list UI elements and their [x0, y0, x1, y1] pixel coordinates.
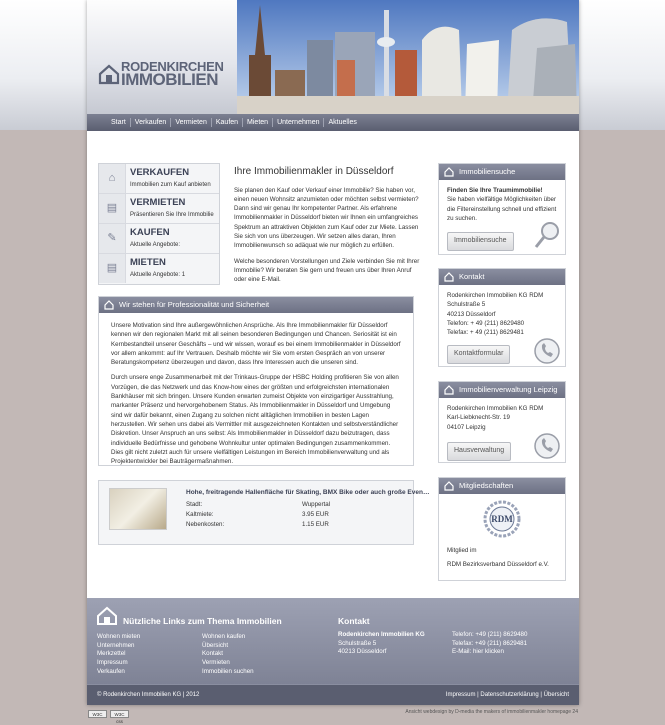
- pen-icon: ✎: [99, 224, 126, 253]
- w3c-css-badge[interactable]: W3C css: [110, 710, 129, 718]
- offer-image[interactable]: [109, 488, 167, 530]
- footer-link[interactable]: Wohnen mieten: [97, 633, 141, 640]
- logo-house-icon: [99, 64, 119, 84]
- footer-link[interactable]: Unternehmen: [97, 641, 135, 649]
- house-icon: [444, 272, 454, 282]
- logo[interactable]: [99, 58, 239, 88]
- logo-text-line1: RODENKIRCHEN: [121, 59, 224, 74]
- document-icon: ▤: [99, 194, 126, 223]
- footer-contact-line: Telefon: +49 (211) 8629480: [452, 631, 528, 638]
- footer-contact-line: Rodenkirchen Immobilien KG: [338, 631, 425, 638]
- contact-line: Telefon: + 49 (211) 8629480: [447, 319, 525, 327]
- contact-line: 40213 Düsseldorf: [447, 310, 496, 318]
- footer-link[interactable]: Impressum: [97, 659, 128, 667]
- house-icon: [444, 385, 454, 395]
- nav-item-kaufen[interactable]: Kaufen: [212, 118, 243, 127]
- footer-contact-line: Telefax: +49 (211) 8629481: [452, 639, 528, 647]
- search-panel: [438, 163, 566, 255]
- footer-contact-title: Kontakt: [338, 616, 370, 626]
- contact-form-button[interactable]: Kontaktformular: [447, 345, 510, 364]
- membership-line: Mitglied im: [447, 547, 477, 554]
- w3c-valid-badge[interactable]: W3C: [88, 710, 107, 718]
- intro-section: [234, 165, 424, 290]
- offer-value: 3.95 EUR: [302, 511, 329, 518]
- footer: [87, 598, 579, 705]
- panel-title: Mitgliedschaften: [459, 481, 514, 490]
- service-title: VERMIETEN: [130, 197, 186, 208]
- search-button[interactable]: Immobiliensuche: [447, 232, 514, 251]
- footer-bottom-bar: [87, 684, 579, 705]
- service-title: VERKAUFEN: [130, 167, 190, 178]
- house-icon: [97, 607, 117, 625]
- intro-paragraph-1: Sie planen den Kauf oder Verkauf einer Immobilie? Sie haben vor, einen neuen Wohnsitz anzumieten oder möchten selbst vermieten? Dann sind wir genau Ihr kompetenter Partner. Als erfahrene Immobilienmakler in Düsseldorf bieten wir Ihnen ein umfangreiches Spektrum an attraktiven Objekten zum Kauf oder zur Miete. Lassen Sie sich von uns überzeugen. Wir setzen alles daran, Ihren Immobilienwunsch so adäquat wie nur möglich zu erfüllen.: [234, 186, 419, 250]
- service-subtitle: Immobilien zum Kauf anbieten: [130, 182, 211, 188]
- contact-line: Schulstraße 5: [447, 301, 486, 309]
- footer-link[interactable]: Verkaufen: [97, 667, 125, 675]
- service-subtitle: Aktuelle Angebote: 1: [130, 272, 186, 278]
- contact-panel: [438, 268, 566, 367]
- footer-link[interactable]: Immobilien suchen: [202, 667, 254, 675]
- footer-links-col2: [202, 633, 254, 676]
- rdm-logo-text: RDM: [491, 514, 513, 524]
- document-icon: ▤: [99, 254, 126, 283]
- search-text: Sie haben vielfältige Möglichkeiten über die Filtereinstellung schnell und effizient zu suchen.: [447, 196, 557, 222]
- professional-paragraph-1: Unsere Motivation sind Ihre außergewöhnlichen Ansprüche. Als Ihre Immobilienmakler für Düsseldorf kennen wir den regionalen Markt mit all seinen besonderen Bedingungen und Chancen. Seriosität ist ein Kernbestandteil unserer Geschäfts – und wir wissen, worauf es bei einem Immobilienmakler in Düsseldorf vor allem ankommt: auf Ihr Vertrauen. Deshalb möchte wir Sie vom ersten Gespräch an von unserer Beratungskompetenz überzeugen und davon, dass Ihre Interessen auch die unseren sind.: [111, 322, 401, 367]
- house-icon: [104, 300, 114, 310]
- intro-paragraph-2: Welche besonderen Vorstellungen und Ziele verbinden Sie mit Ihrer Immobilie? Wir beraten Sie gern und freuen uns über Ihren Anruf oder eine E-Mail.: [234, 257, 420, 284]
- footer-links-title: Nützliche Links zum Thema Immobilien: [123, 616, 282, 626]
- copyright-text: © Rodenkirchen Immobilien KG | 2012: [97, 692, 200, 698]
- panel-title: Kontakt: [459, 272, 485, 281]
- service-title: MIETEN: [130, 257, 166, 268]
- search-heading: Finden Sie Ihre Traumimmobilie!: [447, 187, 543, 194]
- property-management-button[interactable]: Hausverwaltung: [447, 442, 511, 461]
- logo-text-line2: IMMOBILIEN: [121, 70, 218, 89]
- main-nav: [87, 114, 579, 131]
- membership-line: RDM Bezirksverband Düsseldorf e.V.: [447, 561, 549, 568]
- magnifier-icon: [533, 220, 561, 250]
- service-subtitle: Aktuelle Angebote:: [130, 242, 181, 248]
- leipzig-panel: [438, 381, 566, 463]
- legal-links[interactable]: Impressum | Datenschutzerklärung | Übersicht: [445, 692, 569, 698]
- phone-icon: [533, 337, 561, 365]
- panel-title: Wir stehen für Professionalität und Sicherheit: [119, 300, 270, 309]
- footer-link[interactable]: Wohnen kaufen: [202, 633, 246, 640]
- panel-header: [439, 164, 565, 180]
- footer-contact-line: 40213 Düsseldorf: [338, 648, 387, 656]
- nav-item-vermieten[interactable]: Vermieten: [171, 118, 212, 127]
- nav-item-verkaufen[interactable]: Verkaufen: [131, 118, 172, 127]
- panel-header: [439, 382, 565, 398]
- service-mieten[interactable]: [99, 254, 219, 284]
- professional-panel: [98, 296, 414, 466]
- panel-header: [99, 297, 413, 313]
- footer-link[interactable]: Vermieten: [202, 659, 230, 667]
- nav-item-unternehmen[interactable]: Unternehmen: [273, 118, 324, 127]
- panel-header: [439, 269, 565, 285]
- service-subtitle: Präsentieren Sie Ihre Immobilie: [130, 212, 214, 218]
- offer-label: Kaltmiete:: [186, 511, 214, 518]
- credit-text[interactable]: Ansicht webdesign by D-media the makers of immobilienmakler homepage 24: [405, 709, 578, 715]
- leipzig-line: Karl-Liebknecht-Str. 19: [447, 414, 510, 422]
- panel-title: Immobiliensuche: [459, 167, 516, 176]
- header: [87, 0, 579, 126]
- offer-value: 1.15 EUR: [302, 521, 329, 528]
- footer-contact-line: Schulstraße 5: [338, 639, 377, 647]
- service-title: KAUFEN: [130, 227, 170, 238]
- nav-item-aktuelles[interactable]: Aktuelles: [328, 119, 357, 126]
- contact-line: Telefax: + 49 (211) 8629481: [447, 329, 524, 337]
- house-icon: [444, 481, 454, 491]
- header-skyline-image: [237, 0, 579, 114]
- services-box: [98, 163, 220, 285]
- service-kaufen[interactable]: [99, 224, 219, 254]
- offer-value: Wuppertal: [302, 501, 331, 508]
- offer-card[interactable]: [98, 480, 430, 545]
- footer-link[interactable]: Merkzettel: [97, 650, 126, 658]
- leipzig-line: 04107 Leipzig: [447, 423, 486, 431]
- offer-title[interactable]: Hohe, freitragende Hallenfläche für Skating, BMX Bike oder auch große Even…: [186, 489, 430, 496]
- page-container: [87, 0, 579, 705]
- footer-contact-col2: [452, 631, 527, 657]
- footer-email-link[interactable]: E-Mail: hier klicken: [452, 648, 504, 656]
- professional-paragraph-2: Durch unsere enge Zusammenarbeit mit der Trinkaus-Gruppe der HSBC Holding profitieren Sie von allen Vorzügen, die das Netzwerk und das Know-how eines der größten und erfolgreichsten internationalen Bankhäuser mit sich bringen. Unsere Kunden erwarten zumeist Objekte von einzigartiger Ausstrahlung, markanter Präsenz und hervorgehobenem Status. Als Immobilienmakler in Düsseldorf und Umgebung sind wir dafür bekannt, einen Zugang zu solchen nicht alltäglichen Immobilien in besten Lagen herzustellen. Wir sehen uns dabei als Vermittler mit ausgezeichneten Kontakten und selbstverständlicher Diskretion. Unser Anspruch an uns selbst: Als Immobilienmakler in Düsseldorf dazu beizutragen, dass individuelle Bedürfnisse und gehobene Wohnkultur unter optimalen Bedingungen zusammenkommen. Dies gilt nicht zuletzt auch für unsere vielfältigen Leistungen im Bereich Immobilienverwaltung und als Projektentwickler bei Bauträgermaßnahmen.: [111, 374, 399, 466]
- footer-link[interactable]: Kontakt: [202, 650, 223, 658]
- footer-links-col1: [97, 633, 140, 676]
- panel-title: Immobilienverwaltung Leipzig: [459, 385, 558, 394]
- contact-line: Rodenkirchen Immobilien KG RDM: [447, 292, 544, 299]
- leipzig-line: Rodenkirchen Immobilien KG RDM: [447, 405, 544, 412]
- house-icon: [444, 167, 454, 177]
- footer-link[interactable]: Übersicht: [202, 641, 229, 649]
- footer-contact-col1: [338, 631, 425, 657]
- intro-title: Ihre Immobilienmakler in Düsseldorf: [234, 166, 394, 177]
- service-vermieten[interactable]: [99, 194, 219, 224]
- panel-header: [439, 478, 565, 494]
- rdm-seal-logo[interactable]: [483, 500, 521, 538]
- nav-item-start[interactable]: Start: [107, 118, 131, 127]
- membership-panel: [438, 477, 566, 581]
- house-icon: ⌂: [99, 164, 126, 193]
- nav-item-mieten[interactable]: Mieten: [243, 118, 273, 127]
- offer-label: Nebenkosten:: [186, 521, 225, 528]
- offer-label: Stadt:: [186, 501, 203, 508]
- phone-icon: [533, 432, 561, 460]
- service-verkaufen[interactable]: [99, 164, 219, 194]
